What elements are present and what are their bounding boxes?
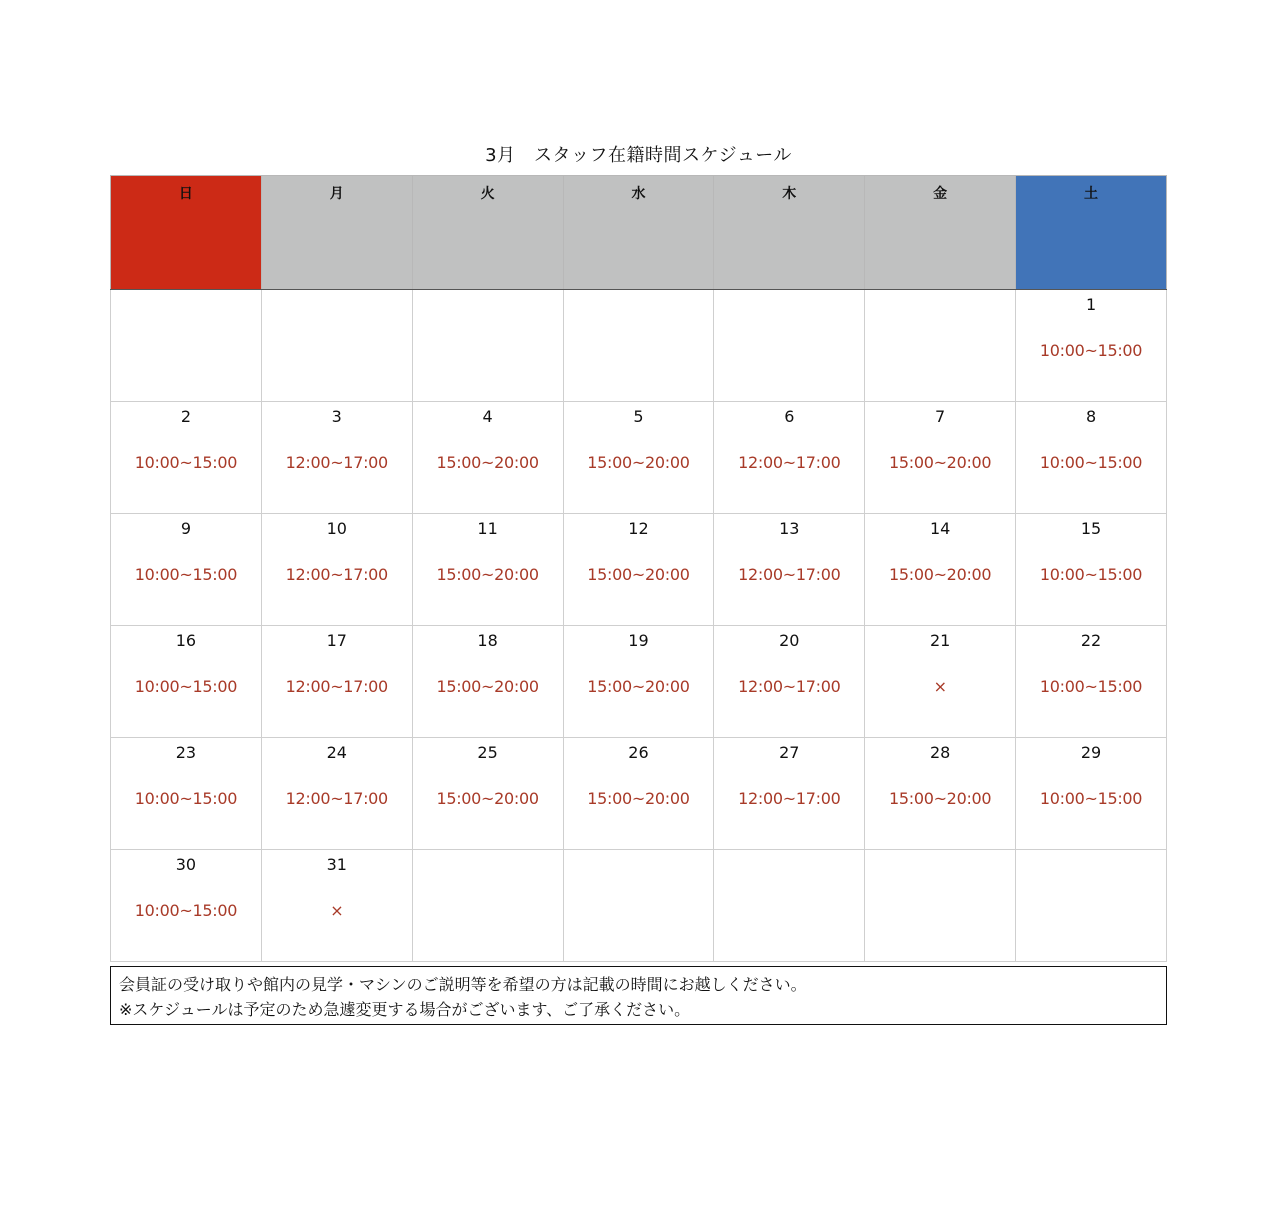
- calendar-day-cell: [412, 402, 563, 514]
- staff-hours: 10:00~15:00: [134, 789, 238, 808]
- calendar-day-cell: [111, 290, 262, 402]
- calendar-day-cell: [1016, 850, 1167, 962]
- staff-hours: 15:00~20:00: [888, 565, 992, 584]
- day-number: 4: [482, 407, 493, 426]
- staff-hours: 12:00~17:00: [285, 565, 388, 584]
- day-number: 5: [633, 407, 644, 426]
- day-number: 18: [477, 631, 498, 650]
- day-number: 9: [180, 519, 192, 538]
- calendar-day-cell: [714, 738, 865, 850]
- day-number: 26: [628, 743, 649, 762]
- staff-hours: 12:00~17:00: [738, 453, 841, 472]
- weekday-header-friday: 金: [865, 176, 1016, 290]
- staff-hours: 15:00~20:00: [888, 453, 992, 472]
- day-number: 3: [331, 407, 342, 426]
- calendar-day-cell: [563, 626, 714, 738]
- day-number: 27: [779, 743, 800, 762]
- staff-hours: 10:00~15:00: [1039, 341, 1143, 360]
- day-number: 20: [779, 631, 800, 650]
- staff-hours: 10:00~15:00: [134, 901, 238, 920]
- staff-hours: 10:00~15:00: [1039, 565, 1143, 584]
- calendar-day-cell: [714, 850, 865, 962]
- day-number: 13: [779, 519, 800, 538]
- day-number: 28: [929, 743, 951, 762]
- calendar-day-cell: [865, 402, 1016, 514]
- calendar-day-cell: [1016, 626, 1167, 738]
- calendar-day-cell: [1016, 514, 1167, 626]
- staff-hours: 15:00~20:00: [587, 565, 690, 584]
- calendar-day-cell: [412, 738, 563, 850]
- calendar-week-row: [111, 626, 1167, 738]
- weekday-header-tuesday: 火: [412, 176, 563, 290]
- calendar-day-cell: [865, 850, 1016, 962]
- day-number: 6: [784, 407, 795, 426]
- calendar-day-cell: [563, 402, 714, 514]
- schedule-calendar: [110, 175, 1167, 962]
- calendar-day-cell: [714, 402, 865, 514]
- notice-box: [110, 966, 1167, 1025]
- day-number: 1: [1085, 295, 1097, 314]
- calendar-day-cell: [261, 626, 412, 738]
- calendar-day-cell: [412, 850, 563, 962]
- calendar-day-cell: [714, 290, 865, 402]
- day-number: 30: [175, 855, 197, 874]
- calendar-day-cell: [261, 402, 412, 514]
- calendar-day-cell: [714, 626, 865, 738]
- calendar-day-cell: [563, 738, 714, 850]
- calendar-week-row: [111, 514, 1167, 626]
- day-number: 15: [1080, 519, 1102, 538]
- calendar-day-cell: [865, 290, 1016, 402]
- staff-hours: 10:00~15:00: [134, 565, 238, 584]
- day-number: 2: [180, 407, 192, 426]
- staff-hours: 15:00~20:00: [436, 789, 539, 808]
- calendar-day-cell: [111, 738, 262, 850]
- calendar-day-cell: [865, 626, 1016, 738]
- staff-hours: ×: [330, 901, 344, 920]
- day-number: 31: [326, 855, 347, 874]
- day-number: 25: [477, 743, 498, 762]
- calendar-day-cell: [412, 514, 563, 626]
- weekday-header-row: [111, 176, 1167, 290]
- calendar-day-cell: [1016, 290, 1167, 402]
- weekday-header-sunday: 日: [111, 176, 262, 290]
- calendar-day-cell: [563, 290, 714, 402]
- staff-hours: 15:00~20:00: [587, 789, 690, 808]
- calendar-day-cell: [1016, 738, 1167, 850]
- calendar-day-cell: [111, 626, 262, 738]
- day-number: 23: [175, 743, 197, 762]
- notice-line: ※スケジュールは予定のため急遽変更する場合がございます、ご了承ください。: [119, 1000, 691, 1019]
- day-number: 17: [326, 631, 347, 650]
- day-number: 7: [935, 407, 946, 426]
- calendar-day-cell: [261, 514, 412, 626]
- staff-hours: 15:00~20:00: [587, 453, 690, 472]
- calendar-day-cell: [261, 290, 412, 402]
- day-number: 19: [628, 631, 649, 650]
- calendar-day-cell: [261, 850, 412, 962]
- staff-hours: 15:00~20:00: [587, 677, 690, 696]
- calendar-body: [111, 290, 1167, 962]
- weekday-header-monday: 月: [261, 176, 412, 290]
- page-title: 3月 スタッフ在籍時間スケジュール: [485, 145, 792, 166]
- calendar-week-row: [111, 850, 1167, 962]
- day-number: 16: [175, 631, 197, 650]
- staff-hours: 12:00~17:00: [285, 789, 388, 808]
- weekday-header-wednesday: 水: [563, 176, 714, 290]
- calendar-day-cell: [111, 850, 262, 962]
- day-number: 24: [326, 743, 347, 762]
- staff-hours: 12:00~17:00: [738, 789, 841, 808]
- staff-hours: 10:00~15:00: [1039, 789, 1143, 808]
- weekday-header-saturday: 土: [1016, 176, 1167, 290]
- staff-hours: 10:00~15:00: [1039, 453, 1143, 472]
- weekday-header-thursday: 木: [714, 176, 865, 290]
- calendar-day-cell: [111, 402, 262, 514]
- calendar-day-cell: [412, 290, 563, 402]
- staff-hours: 10:00~15:00: [1039, 677, 1143, 696]
- notice-line: 会員証の受け取りや館内の見学・マシンのご説明等を希望の方は記載の時間にお越しください。: [119, 975, 807, 994]
- staff-hours: 15:00~20:00: [888, 789, 992, 808]
- staff-hours: 10:00~15:00: [134, 453, 238, 472]
- calendar-day-cell: [1016, 402, 1167, 514]
- staff-hours: 12:00~17:00: [738, 677, 841, 696]
- calendar-day-cell: [261, 738, 412, 850]
- staff-hours: 12:00~17:00: [285, 453, 388, 472]
- calendar-day-cell: [412, 626, 563, 738]
- day-number: 8: [1085, 407, 1097, 426]
- day-number: 12: [628, 519, 649, 538]
- day-number: 10: [326, 519, 347, 538]
- day-number: 29: [1080, 743, 1102, 762]
- day-number: 22: [1080, 631, 1102, 650]
- calendar-day-cell: [714, 514, 865, 626]
- staff-hours: 15:00~20:00: [436, 677, 539, 696]
- staff-hours: 15:00~20:00: [436, 565, 539, 584]
- staff-hours: 10:00~15:00: [134, 677, 238, 696]
- calendar-day-cell: [865, 738, 1016, 850]
- calendar-day-cell: [111, 514, 262, 626]
- day-number: 11: [477, 519, 498, 538]
- calendar-week-row: [111, 402, 1167, 514]
- day-number: 21: [929, 631, 951, 650]
- staff-hours: ×: [933, 677, 947, 696]
- staff-hours: 12:00~17:00: [285, 677, 388, 696]
- staff-hours: 15:00~20:00: [436, 453, 539, 472]
- staff-hours: 12:00~17:00: [738, 565, 841, 584]
- day-number: 14: [929, 519, 951, 538]
- calendar-day-cell: [865, 514, 1016, 626]
- calendar-week-row: [111, 290, 1167, 402]
- calendar-day-cell: [563, 850, 714, 962]
- calendar-day-cell: [563, 514, 714, 626]
- calendar-week-row: [111, 738, 1167, 850]
